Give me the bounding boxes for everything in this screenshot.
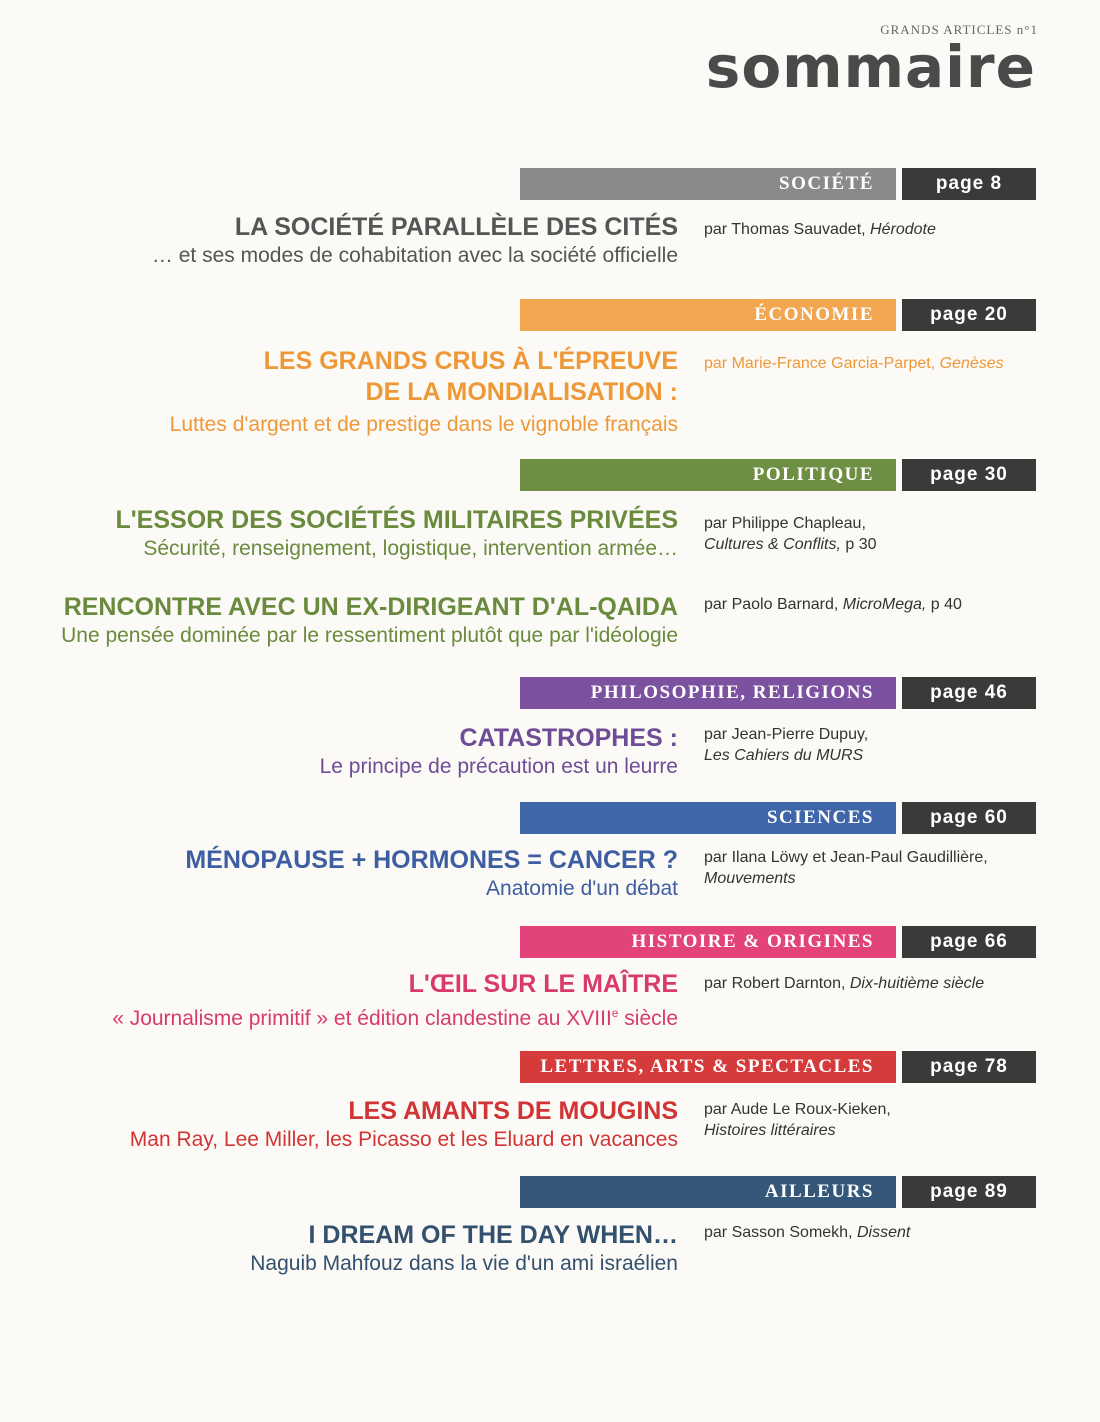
byline-publication: Dix-huitième siècle [849,975,985,992]
article-title: LA SOCIÉTÉ PARALLÈLE DES CITÉS [234,213,678,241]
article-entry [18,346,678,438]
byline-publication: Mouvements [704,870,796,887]
byline-author: par Jean-Pierre Dupuy, [704,726,869,743]
rubric-band-histoire: HISTOIRE & ORIGINES [520,926,896,958]
article-title-line-2: DE LA MONDIALISATION : [365,378,678,406]
article-byline [704,513,1044,555]
article-title: L'ŒIL SUR LE MAÎTRE [408,970,678,998]
byline-publication: Les Cahiers du MURS [704,747,864,764]
article-title: MÉNOPAUSE + HORMONES = CANCER ? [185,846,678,874]
rubric-band-politique: POLITIQUE [520,459,896,491]
byline-publication: Hérodote [870,221,936,238]
article-subtitle: Naguib Mahfouz dans la vie d'un ami israélien [250,1252,678,1275]
byline-line-2 [704,534,1044,555]
rubric-band-societe: SOCIÉTÉ [520,168,896,200]
subtitle-superscript: e [611,1006,619,1020]
article-subtitle: Anatomie d'un débat [486,877,678,900]
article-subtitle: Une pensée dominée par le ressentiment plutôt que par l'idéologie [61,624,678,647]
byline-publication: Genèses [939,355,1004,372]
article-title: L'ESSOR DES SOCIÉTÉS MILITAIRES PRIVÉES [115,506,678,534]
page-number-box: page 60 [902,802,1036,834]
article-byline [704,353,1044,374]
article-subtitle: Man Ray, Lee Miller, les Picasso et les Eluard en vacances [129,1128,678,1151]
rubric-band-ailleurs: AILLEURS [520,1176,896,1208]
article-entry [18,505,678,562]
page-number-box: page 30 [902,459,1036,491]
byline-author: par Ilana Löwy et Jean-Paul Gaudillière, [704,849,988,866]
rubric-band-economie: ÉCONOMIE [520,299,896,331]
byline-page-ref: p 40 [926,596,962,613]
article-byline [704,594,1044,615]
byline-page-ref: p 30 [840,536,877,553]
article-title: I DREAM OF THE DAY WHEN… [308,1221,678,1249]
article-entry [18,592,678,649]
byline-publication: MicroMega, [842,596,927,613]
article-subtitle: … et ses modes de cohabitation avec la société officielle [151,244,678,267]
page-number-box: page 89 [902,1176,1036,1208]
byline-publication: Dissent [856,1224,911,1241]
byline-author: par Thomas Sauvadet, [704,221,871,238]
article-entry [18,1220,678,1277]
article-entry [18,1096,678,1153]
article-title: CATASTROPHES : [459,724,678,752]
byline-author: par Philippe Chapleau, [704,515,866,532]
article-entry [18,212,678,269]
page-number-box: page 66 [902,926,1036,958]
article-subtitle: Sécurité, renseignement, logistique, intervention armée… [143,537,678,560]
page-number-box: page 20 [902,299,1036,331]
byline-author: par Robert Darnton, [704,975,850,992]
article-byline [704,724,1044,766]
article-title: RENCONTRE AVEC UN EX-DIRIGEANT D'AL-QAIDA [63,593,678,621]
article-subtitle [18,1000,678,1032]
page-number-box: page 8 [902,168,1036,200]
issue-kicker: GRANDS ARTICLES n°1 [880,22,1038,37]
article-title: LES AMANTS DE MOUGINS [348,1097,678,1125]
article-entry [18,723,678,780]
article-subtitle: Le principe de précaution est un leurre [319,755,678,778]
article-byline [704,1222,1044,1243]
page-number-box: page 78 [902,1051,1036,1083]
rubric-band-lettres: LETTRES, ARTS & SPECTACLES [520,1051,896,1083]
byline-author: par Paolo Barnard, [704,596,843,613]
article-subtitle: Luttes d'argent et de prestige dans le vignoble français [169,413,678,436]
byline-publication: Histoires littéraires [704,1122,836,1139]
article-title-line-1: LES GRANDS CRUS À L'ÉPREUVE [263,347,678,375]
article-byline [704,973,1044,994]
byline-author: par Sasson Somekh, [704,1224,857,1241]
article-entry [18,845,678,902]
rubric-band-philosophie: PHILOSOPHIE, RELIGIONS [520,677,896,709]
article-byline [704,219,1044,240]
article-byline [704,1099,1044,1141]
rubric-band-sciences: SCIENCES [520,802,896,834]
subtitle-text-end: siècle [618,1007,678,1030]
page-title: sommaire [705,33,1036,101]
byline-author: par Marie-France Garcia-Parpet, [704,355,940,372]
byline-publication: Cultures & Conflits, [704,536,841,553]
article-entry [18,969,678,1032]
page-number-box: page 46 [902,677,1036,709]
subtitle-text: « Journalisme primitif » et édition clandestine au XVIII [112,1007,612,1030]
byline-author: par Aude Le Roux-Kieken, [704,1101,891,1118]
article-byline [704,847,1044,889]
